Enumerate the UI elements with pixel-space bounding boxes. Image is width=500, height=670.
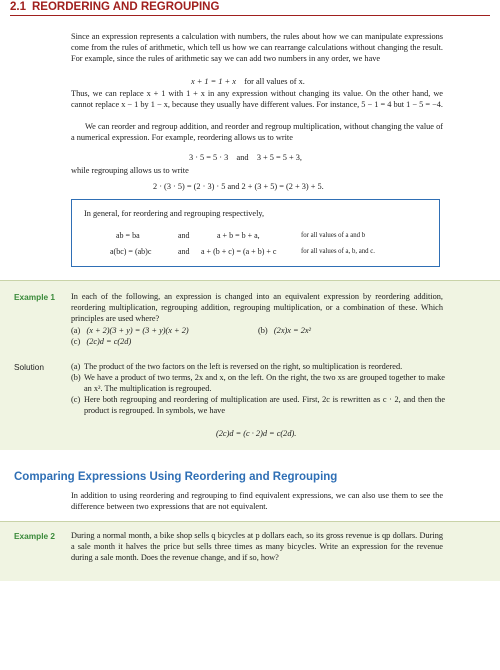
example-2-top-divider xyxy=(0,521,500,522)
equation-3: 2 · (3 · 5) = (2 · 3) · 5 and 2 + (3 + 5) = (2 + 3) + 5. xyxy=(153,182,324,191)
rule-commutative-add: a + b = b + a, xyxy=(217,231,260,240)
intro-paragraph-2: Thus, we can replace x + 1 with 1 + x in any expression without changing its value. On the other hand, we cannot replace x − 1 by 1 − x, because they usually have different values. For instance, 5 − 1 = 4 but 1 − 5 = −4. xyxy=(71,89,443,109)
example-1-panel xyxy=(0,280,500,450)
intro-paragraph-1: Since an expression represents a calculation with numbers, the rules about how we can manipulate expressions come from the rules of arithmetic, which tell us how we can rearrange calculations without changing the result. For example, since the rules of arithmetic say we can add two numbers in any order, we have xyxy=(71,32,443,63)
example-1-top-divider xyxy=(0,280,500,281)
example-1-item-a: (a) (x + 2)(3 + y) = (3 + y)(x + 2) xyxy=(71,326,189,335)
rules-box xyxy=(71,199,440,267)
rule-condition-2: for all values of a, b, and c. xyxy=(301,248,375,255)
intro-paragraph-4: while regrouping allows us to write xyxy=(71,166,189,175)
rule-associative-mult: a(bc) = (ab)c xyxy=(110,247,152,256)
rule-commutative-mult: ab = ba xyxy=(116,231,140,240)
section-title: REORDERING AND REGROUPING xyxy=(32,1,220,13)
subsection-text: In addition to using reordering and regrouping to find equivalent expressions, we can also use them to see the difference between two expressions that are not equivalent. xyxy=(71,491,443,511)
subsection-heading: Comparing Expressions Using Reordering and Regrouping xyxy=(14,471,338,483)
solution-label: Solution xyxy=(14,362,44,372)
rule-and-2: and xyxy=(178,247,190,256)
example-1-label: Example 1 xyxy=(14,292,56,302)
section-number: 2.1 xyxy=(10,1,26,13)
rule-and-1: and xyxy=(178,231,190,240)
solution-item-b: (b) We have a product of two terms, 2x and x, on the left. On the right, the two xs are grouped together to make an x². The multiplication is regrouped. xyxy=(71,373,445,393)
equation-1: x + 1 = 1 + x for all values of x. xyxy=(191,77,305,86)
rules-box-intro: In general, for reordering and regrouping respectively, xyxy=(84,209,265,218)
solution-item-a: (a) The product of the two factors on the left is reversed on the right, so multiplication is reordered. xyxy=(71,362,403,371)
solution-equation: (2c)d = (c · 2)d = c(2d). xyxy=(216,429,297,438)
example-2-panel xyxy=(0,521,500,581)
example-1-item-c: (c) (2c)d = c(2d) xyxy=(71,337,132,346)
example-1-item-b: (b) (2x)x = 2x² xyxy=(258,326,312,335)
example-2-label: Example 2 xyxy=(14,531,56,541)
intro-paragraph-3: We can reorder and regroup addition, and reorder and regroup multiplication, without changing the value of a numerical expression. For example, reordering allows us to write xyxy=(71,122,443,142)
solution-item-c: (c) Here both regrouping and reordering of multiplication are used. First, 2c is rewritten as c · 2, and then the product is regrouped. In symbols, we have xyxy=(71,395,445,415)
equation-2: 3 · 5 = 5 · 3 and 3 + 5 = 5 + 3, xyxy=(189,153,302,162)
example-2-text: During a normal month, a bike shop sells q bicycles at p dollars each, so its gross revenue is qp dollars. During a sale month it halves the price but sells three times as many bicycles. Write an expression for the revenue during a sale month. Does the revenue change, and if so, how? xyxy=(71,531,443,562)
rule-condition-1: for all values of a and b xyxy=(301,232,366,239)
rule-associative-add: a + (b + c) = (a + b) + c xyxy=(201,247,277,256)
example-1-text: In each of the following, an expression is changed into an equivalent expression by reordering addition, reordering multiplication, regrouping addition, regrouping multiplication, or a combination of these. Which principles are used where? xyxy=(71,292,443,323)
section-heading xyxy=(10,1,490,16)
